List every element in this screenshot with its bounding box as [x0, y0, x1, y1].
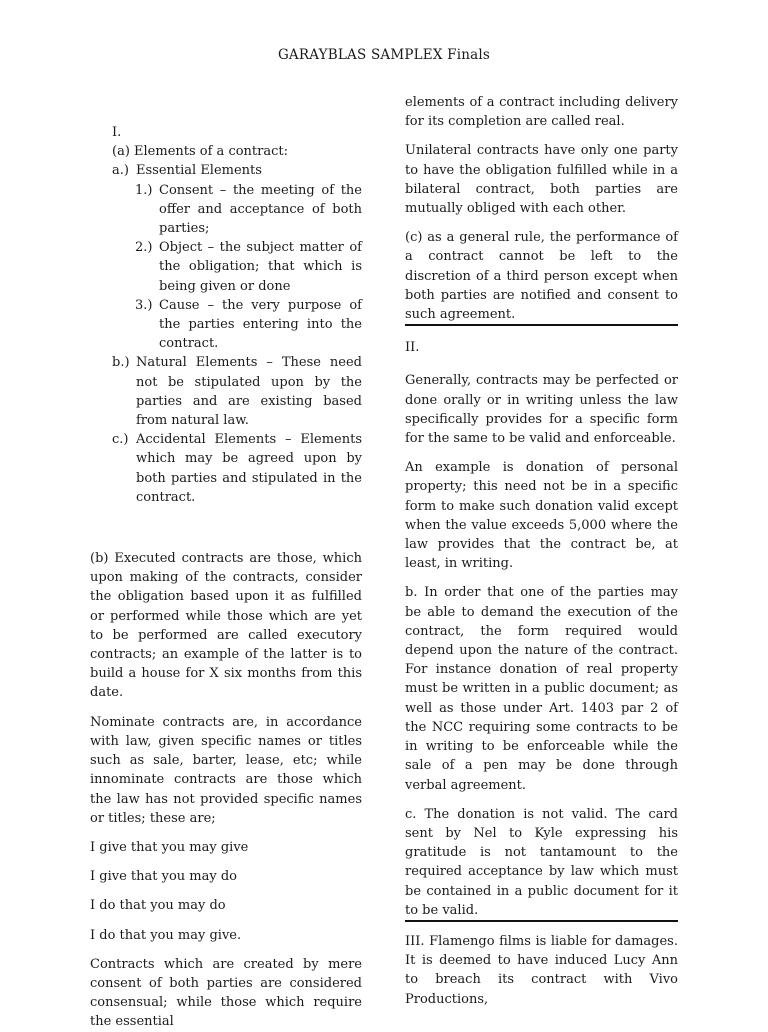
- paragraph-generally: Generally, contracts may be perfected or done orally or in writing unless the law specifically provides for a specific form for the same to be valid and enforceable.: [405, 373, 678, 447]
- paragraph-executed-contracts: (b) Executed contracts are those, which upon making of the contracts, consider the obligation based upon it as fulfilled or performed while those which are yet to be performed are called executory contracts; an example of the latter is to build a house for X six months from this date.: [90, 551, 362, 701]
- list-text: Natural Elements – These need not be stipulated upon by the parties and are existing based from natural law.: [136, 355, 362, 429]
- section-2-heading: II.: [405, 340, 420, 356]
- paragraph-nominate-contracts: Nominate contracts are, in accordance with law, given specific names or titles such as sale, barter, lease, etc; while innominate contracts are those which the law has not provided specific names or titles; these are;: [90, 714, 362, 826]
- paragraph-unilateral-contracts: Unilateral contracts have only one party to have the obligation fulfilled while in a bilateral contract, both parties are mutually obliged with each other.: [405, 143, 678, 217]
- essential-item-object: [90, 238, 362, 296]
- accidental-elements-item: [90, 430, 362, 507]
- essential-item-cause: [90, 296, 362, 354]
- list-marker: c.): [112, 432, 129, 448]
- list-marker: b.): [112, 355, 130, 371]
- list-text: Cause – the very purpose of the parties entering into the contract.: [159, 297, 362, 352]
- left-column: [90, 123, 362, 1032]
- innominate-give-do: I give that you may do: [90, 869, 237, 885]
- essential-elements-item: [90, 161, 362, 180]
- innominate-do-give: I do that you may give.: [90, 927, 242, 943]
- list-marker: 1.): [135, 182, 153, 198]
- list-text: Consent – the meeting of the offer and acceptance of both parties;: [159, 182, 362, 237]
- elements-heading: (a) Elements of a contract:: [112, 144, 288, 160]
- section-1-heading: I.: [112, 125, 122, 140]
- paragraph-form-required: b. In order that one of the parties may be able to demand the execution of the contract, the form required would depend upon the nature of the contract. For instance donation of real property must be written in a public document; as well as those under Art. 1403 par 2 of the NCC requiring some contracts to be in writing to be enforceable while the sale of a pen may be done through verbal agreement.: [405, 585, 678, 793]
- essential-item-consent: [90, 181, 362, 239]
- list-text: Essential Elements: [136, 163, 262, 179]
- paragraph-general-rule: (c) as a general rule, the performance of a contract cannot be left to the discretion of a third person except when both parties are notified and consent to such agreement.: [405, 230, 678, 323]
- paragraph-real-contracts: elements of a contract including delivery for its completion are called real.: [405, 95, 678, 130]
- list-text: Object – the subject matter of the obligation; that which is being given or done: [159, 240, 362, 294]
- innominate-do-do: I do that you may do: [90, 898, 226, 914]
- paragraph-flamengo-films: III. Flamengo films is liable for damages. It is deemed to have induced Lucy Ann to breach its contract with Vivo Productions,: [405, 933, 678, 1007]
- paragraph-donation-not-valid: c. The donation is not valid. The card sent by Nel to Kyle expressing his gratitude is not tantamount to the required acceptance by law which must be contained in a public document for it to be valid.: [405, 806, 678, 918]
- innominate-give-give: I give that you may give: [90, 839, 249, 855]
- paragraph-consensual-contracts: Contracts which are created by mere consent of both parties are considered consensual; while those which require the essential: [90, 956, 362, 1030]
- right-column: [405, 93, 678, 1009]
- paragraph-donation-example: An example is donation of personal property; this need not be in a specific form to make such donation valid except when the value exceeds 5,000 where the law provides that the contract be, at least, in writing.: [405, 460, 678, 572]
- list-marker: 3.): [135, 297, 153, 313]
- list-text: Accidental Elements – Elements which may be agreed upon by both parties and stipulated in the contract.: [136, 432, 362, 505]
- natural-elements-item: [90, 353, 362, 430]
- list-marker: a.): [112, 163, 129, 179]
- list-marker: 2.): [135, 240, 153, 256]
- page-header: GARAYBLAS SAMPLEX Finals: [277, 47, 491, 63]
